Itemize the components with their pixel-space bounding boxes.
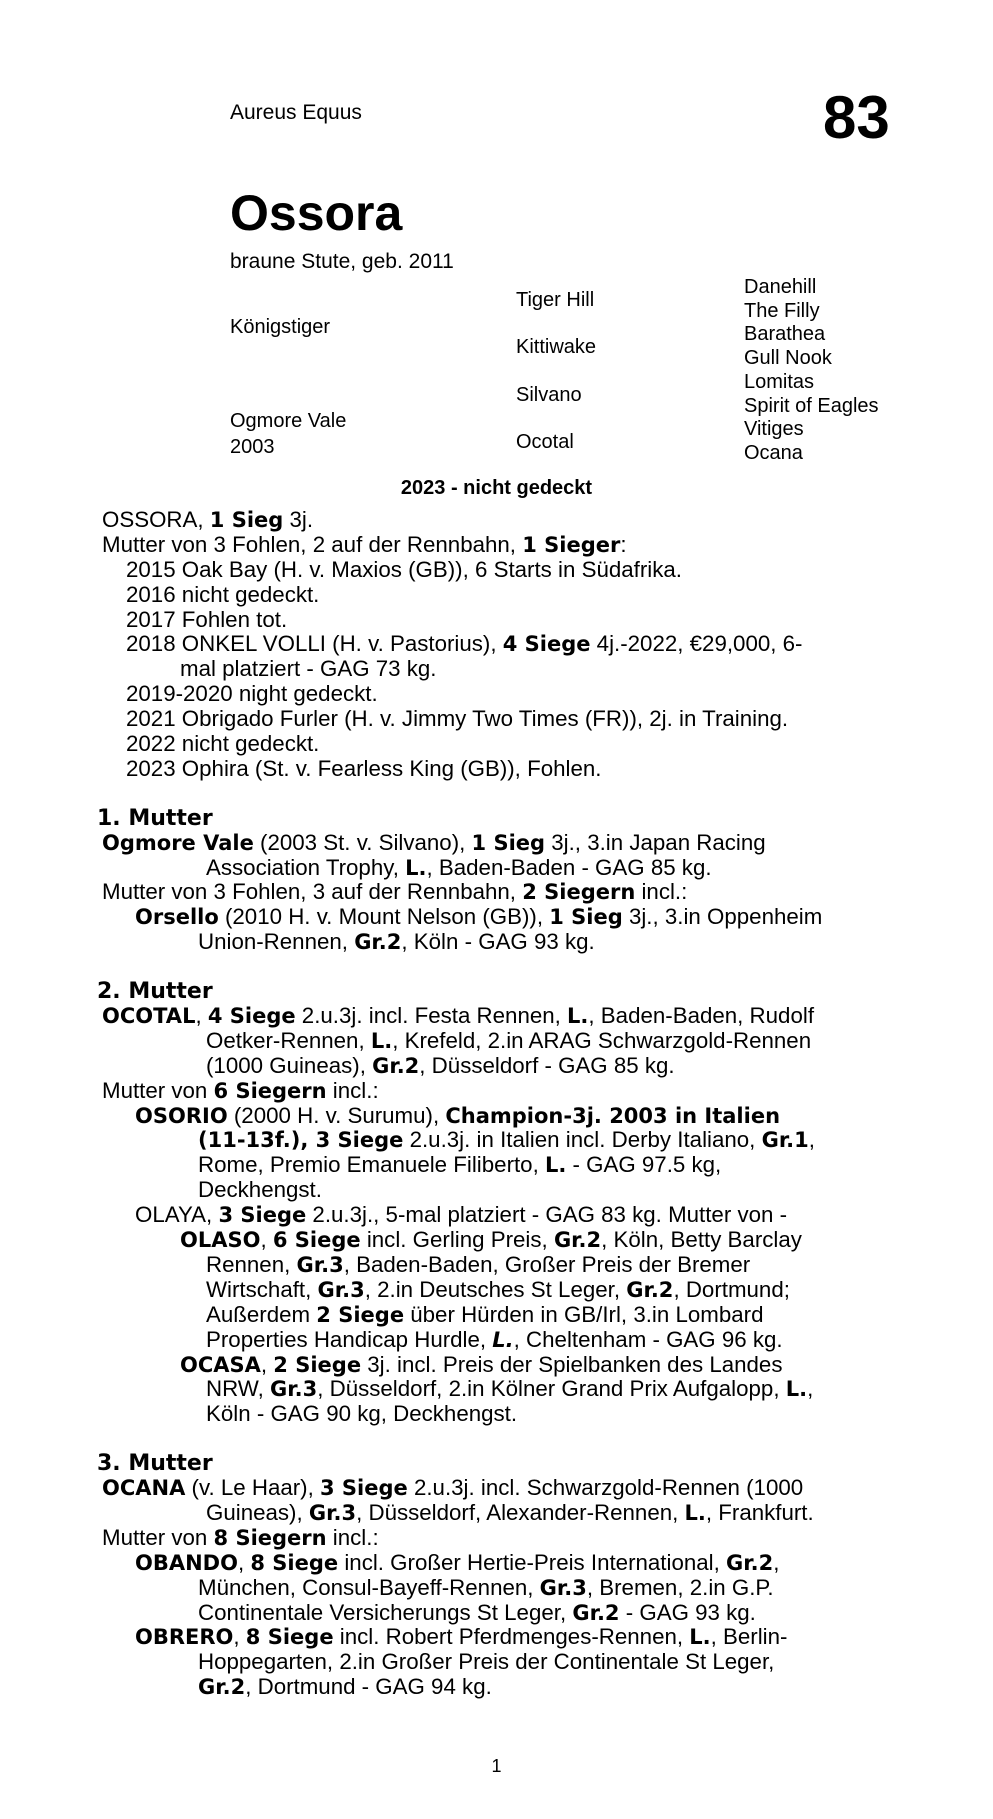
text-run: , Köln - GAG 93 kg. [401, 929, 595, 955]
emphasis-run: OBANDO [135, 1550, 238, 1575]
text-line [102, 1377, 897, 1402]
text-run: incl.: [326, 1077, 379, 1103]
text-run: , [808, 1127, 815, 1153]
text-run: , [807, 1376, 814, 1402]
emphasis-run: L. [684, 1500, 706, 1525]
text-run: Properties Handicap Hurdle, [206, 1326, 493, 1352]
emphasis-run: Gr.1 [761, 1128, 809, 1153]
text-line [102, 583, 897, 608]
emphasis-run: L. [405, 855, 427, 880]
text-line [102, 533, 897, 558]
text-run: (v. Le Haar), [185, 1475, 320, 1501]
text-run: 3j. [283, 507, 314, 532]
text-run: Außerdem [206, 1301, 317, 1327]
emphasis-run: Gr.2 [553, 1228, 602, 1253]
text-line [102, 1328, 897, 1353]
emphasis-run: OCANA [102, 1476, 186, 1501]
emphasis-run: L. [492, 1327, 514, 1352]
text-run: Rome, Premio Emanuele Filiberto, [198, 1152, 545, 1178]
text-run: , Frankfurt. [705, 1499, 814, 1525]
footer-page-number: 1 [491, 1756, 502, 1776]
text-line [102, 1004, 897, 1029]
text-run: incl. Gerling Preis, [360, 1227, 554, 1253]
text-run: Guineas), [206, 1499, 309, 1525]
emphasis-run: Orsello [135, 905, 219, 930]
text-line [102, 1029, 897, 1054]
text-run: , [260, 1351, 274, 1377]
text-run: Köln - GAG 90 kg, Deckhengst. [206, 1401, 518, 1427]
text-line [102, 1178, 897, 1203]
pedigree-great-grandparent: Lomitas [744, 371, 815, 393]
text-run: 4j.-2022, €29,000, 6- [590, 631, 803, 657]
text-run: , [233, 1624, 246, 1650]
pedigree-dam: Ogmore Vale [230, 410, 347, 432]
text-run: , [237, 1549, 251, 1575]
text-run: 2016 nicht gedeckt. [126, 581, 320, 607]
text-line [102, 1601, 897, 1626]
text-line [102, 1576, 897, 1601]
text-run: Union-Rennen, [198, 929, 355, 955]
text-run: incl.: [635, 879, 688, 905]
text-line [102, 930, 897, 955]
text-run: , Krefeld, 2.in ARAG Schwarzgold-Rennen [392, 1027, 812, 1053]
emphasis-run: L. [785, 1377, 808, 1402]
emphasis-run: OBRERO [135, 1625, 234, 1650]
text-run: : [620, 531, 627, 557]
text-run: Oetker-Rennen, [206, 1027, 371, 1053]
text-run: - GAG 93 kg. [619, 1599, 756, 1625]
catalogue-lot-number: 83 [823, 84, 890, 151]
emphasis-run: OCASA [180, 1352, 261, 1377]
text-line [102, 880, 897, 905]
text-run: Association Trophy, [206, 854, 406, 880]
emphasis-run: Ogmore Vale [102, 830, 254, 855]
text-line [102, 1278, 897, 1303]
text-line [102, 1128, 897, 1153]
emphasis-run: L. [370, 1028, 393, 1053]
emphasis-run: Gr.2 [198, 1675, 246, 1700]
emphasis-run: Gr.2 [354, 930, 402, 955]
emphasis-run: OSORIO [135, 1103, 228, 1128]
text-run: , Dortmund - GAG 94 kg. [245, 1674, 492, 1700]
text-line [102, 1476, 897, 1501]
text-run: , Düsseldorf, Alexander-Rennen, [356, 1499, 685, 1525]
text-run: (2010 H. v. Mount Nelson (GB)), [218, 904, 550, 930]
text-run: 2015 Oak Bay (H. v. Maxios (GB)), 6 Starts in Südafrika. [126, 556, 682, 582]
emphasis-run: 3 Siege [320, 1476, 408, 1501]
text-line [102, 831, 897, 856]
text-line [102, 1079, 897, 1104]
text-run: Mutter von [102, 1077, 214, 1103]
text-line [102, 1402, 897, 1427]
text-line [102, 707, 897, 732]
text-line [102, 757, 897, 782]
text-run: 2018 ONKEL VOLLI (H. v. Pastorius), [126, 631, 503, 657]
pedigree-great-grandparent: Spirit of Eagles [744, 395, 879, 417]
text-line [102, 682, 897, 707]
text-line [102, 657, 897, 682]
horse-name: Ossora [230, 185, 403, 241]
breeding-status: 2023 - nicht gedeckt [400, 477, 593, 499]
emphasis-run: 2 Siege [273, 1352, 362, 1377]
text-run: Mutter von [102, 1524, 214, 1550]
text-run: incl.: [326, 1524, 379, 1550]
text-line [102, 632, 897, 657]
section-heading [97, 806, 897, 831]
text-line [102, 1228, 897, 1253]
text-run: 2.u.3j. incl. Festa Rennen, [295, 1003, 568, 1029]
text-run: (2003 St. v. Silvano), [253, 829, 472, 855]
text-run: incl. Robert Pferdmenges-Rennen, [333, 1624, 690, 1650]
emphasis-run: 1 Sieg [471, 830, 546, 855]
text-line [102, 1526, 897, 1551]
text-line [102, 1650, 897, 1675]
text-run: Deckhengst. [198, 1177, 322, 1203]
text-run: , [260, 1227, 273, 1253]
text-run: 3j., 3.in Oppenheim [622, 904, 823, 930]
text-run: - GAG 97.5 kg, [566, 1152, 722, 1178]
emphasis-run: Champion-3j. 2003 in Italien [445, 1103, 781, 1128]
section-heading [97, 979, 897, 1004]
pedigree-great-grandparent: Danehill [744, 276, 817, 298]
text-run: 3j. incl. Preis der Spielbanken des Landes [361, 1351, 783, 1377]
text-run: , Berlin- [710, 1624, 788, 1650]
emphasis-run: 8 Siege [245, 1625, 334, 1650]
text-run: NRW, [206, 1376, 271, 1402]
text-run: , Bremen, 2.in G.P. [586, 1574, 774, 1600]
emphasis-run: 3. Mutter [97, 1451, 213, 1477]
text-line [102, 1104, 897, 1129]
text-run: , [195, 1003, 208, 1029]
emphasis-run: Gr.2 [372, 1053, 420, 1078]
emphasis-run: Gr.3 [317, 1277, 365, 1302]
text-run: Mutter von 3 Fohlen, 3 auf der Rennbahn, [102, 879, 523, 905]
pedigree-grandparent: Kittiwake [516, 336, 597, 358]
text-run: 2021 Obrigado Furler (H. v. Jimmy Two Times (FR)), 2j. in Training. [126, 706, 789, 732]
text-run: , Baden-Baden - GAG 85 kg. [426, 854, 712, 880]
text-line [102, 1625, 897, 1650]
text-run: , Düsseldorf, 2.in Kölner Grand Prix Aufgalopp, [317, 1376, 786, 1402]
emphasis-run: 4 Siege [502, 632, 591, 657]
text-line [102, 1253, 897, 1278]
pedigree-sire: Königstiger [230, 316, 331, 338]
emphasis-run: OLASO [180, 1228, 261, 1253]
emphasis-run: 6 Siegern [213, 1078, 327, 1103]
text-run: (2000 H. v. Surumu), [227, 1102, 446, 1128]
pedigree-grandparent: Tiger Hill [516, 289, 595, 311]
text-run: Wirtschaft, [206, 1276, 318, 1302]
section-gap [102, 782, 897, 806]
text-line [102, 1054, 897, 1079]
text-run: , Baden-Baden, Großer Preis der Bremer [343, 1251, 751, 1277]
emphasis-run: Gr.3 [308, 1500, 357, 1525]
text-line [102, 905, 897, 930]
pedigree-dam-year: 2003 [230, 436, 275, 458]
emphasis-run: 1 Sieger [522, 532, 621, 557]
emphasis-run: L. [544, 1153, 567, 1178]
section-gap [102, 1427, 897, 1451]
text-run: , 2.in Deutsches St Leger, [364, 1276, 627, 1302]
pedigree-great-grandparent: Barathea [744, 323, 826, 345]
emphasis-run: (11-13f.), 3 Siege [198, 1128, 404, 1153]
pedigree-great-grandparent: Ocana [744, 442, 803, 464]
text-run: mal platziert - GAG 73 kg. [180, 656, 437, 682]
text-run: , Düsseldorf - GAG 85 kg. [419, 1052, 675, 1078]
section-heading [97, 1451, 897, 1476]
emphasis-run: L. [689, 1625, 711, 1650]
text-run: 2017 Fohlen tot. [126, 606, 288, 632]
emphasis-run: 2 Siegern [522, 880, 636, 905]
text-run: 2.u.3j., 5-mal platziert - GAG 83 kg. Mutter von - [306, 1202, 788, 1228]
family-history [97, 507, 897, 1700]
pedigree-grandparent: Silvano [516, 384, 582, 406]
emphasis-run: Gr.2 [572, 1600, 620, 1625]
text-line [102, 1303, 897, 1328]
text-run: 2.u.3j. incl. Schwarzgold-Rennen (1000 [407, 1475, 804, 1501]
text-line [102, 856, 897, 881]
text-run: Hoppegarten, 2.in Großer Preis der Continentale St Leger, [198, 1649, 775, 1675]
text-line [102, 732, 897, 757]
pedigree-grandparent: Ocotal [516, 431, 574, 453]
text-line [102, 508, 897, 533]
text-line [102, 1675, 897, 1700]
text-run: Continentale Versicherungs St Leger, [198, 1599, 573, 1625]
pedigree-great-grandparent: Vitiges [744, 418, 804, 440]
emphasis-run: 3 Siege [218, 1203, 307, 1228]
emphasis-run: 8 Siegern [213, 1525, 327, 1550]
text-run: 3j., 3.in Japan Racing [545, 829, 766, 855]
text-line [102, 1353, 897, 1378]
section-gap [102, 955, 897, 979]
text-run: 2022 nicht gedeckt. [126, 731, 320, 757]
text-run: über Hürden in GB/Irl, 3.in Lombard [404, 1301, 764, 1327]
text-line [102, 1501, 897, 1526]
pedigree-great-grandparent: Gull Nook [744, 347, 832, 369]
emphasis-run: 6 Siege [272, 1228, 361, 1253]
emphasis-run: 1 Sieg [549, 905, 623, 930]
pedigree-great-grandparent: The Filly [744, 300, 820, 322]
text-run: , [773, 1549, 780, 1575]
emphasis-run: 4 Siege [207, 1004, 296, 1029]
text-line [102, 1551, 897, 1576]
emphasis-run: Gr.3 [539, 1575, 587, 1600]
emphasis-run: Gr.3 [270, 1377, 318, 1402]
text-run: 2023 Ophira (St. v. Fearless King (GB)), Fohlen. [126, 755, 602, 781]
text-run: , Dortmund; [673, 1276, 790, 1302]
brand-name: Aureus Equus [230, 101, 362, 124]
text-run: München, Consul-Bayeff-Rennen, [198, 1574, 540, 1600]
text-run: incl. Großer Hertie-Preis International, [338, 1549, 726, 1575]
text-run: 2019-2020 night gedeckt. [126, 681, 378, 707]
text-run: OSSORA, [102, 507, 210, 532]
emphasis-run: 1. Mutter [97, 805, 213, 831]
emphasis-run: 2 Siege [316, 1302, 405, 1327]
text-run: Mutter von 3 Fohlen, 2 auf der Rennbahn, [102, 531, 523, 557]
emphasis-run: L. [567, 1004, 589, 1029]
emphasis-run: 1 Sieg [209, 508, 284, 532]
text-run: , Köln, Betty Barclay [601, 1227, 802, 1253]
text-run: , Cheltenham - GAG 96 kg. [513, 1326, 783, 1352]
text-run: Rennen, [206, 1251, 297, 1277]
text-run: OLAYA, [135, 1202, 219, 1228]
text-line [102, 608, 897, 633]
emphasis-run: OCOTAL [102, 1004, 196, 1029]
text-run: , Baden-Baden, Rudolf [588, 1003, 815, 1029]
emphasis-run: 2. Mutter [97, 979, 213, 1005]
text-line [102, 558, 897, 583]
emphasis-run: Gr.2 [726, 1550, 774, 1575]
text-run: (1000 Guineas), [206, 1052, 373, 1078]
emphasis-run: Gr.3 [296, 1252, 344, 1277]
emphasis-run: 8 Siege [250, 1550, 339, 1575]
text-run: 2.u.3j. in Italien incl. Derby Italiano, [403, 1127, 762, 1153]
text-line [102, 1203, 897, 1228]
text-line [102, 1153, 897, 1178]
emphasis-run: Gr.2 [626, 1277, 674, 1302]
horse-description: braune Stute, geb. 2011 [230, 250, 454, 273]
